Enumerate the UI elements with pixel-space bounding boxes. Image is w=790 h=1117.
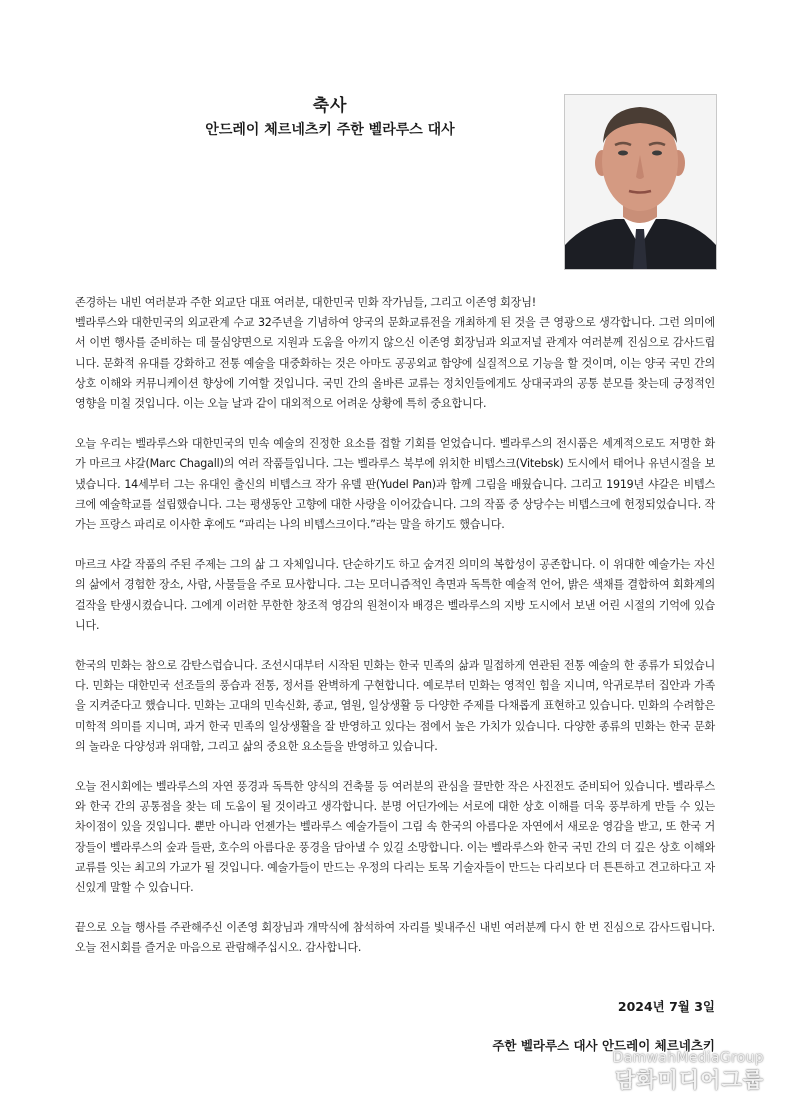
- greeting-paragraph: 존경하는 내빈 여러분과 주한 외교단 대표 여러분, 대한민국 민화 작가님들, 그리고 이존영 회장님!: [75, 296, 536, 309]
- body-paragraph: 한국의 민화는 참으로 감탄스럽습니다. 조선시대부터 시작된 민화는 한국 민족의 삶과 밀접하게 연관된 전통 예술의 한 종류가 되었습니다. 민화는 대한민국 선조들의 풍습과 전통, 정서를 완벽하게 구현합니다. 예로부터 민화는 영적인 힘을 지니며, 악귀로부터 집안과 가족을 지켜준다고 했습니다. 민화는 고대의 민속신화, 종교, 염원, 일상생활 등 다양한 주제를 다채롭게 표현하고 있습니다. 민화의 수려함은 미학적 의미를 지니며, 과거 한국 민족의 일상생활을 잘 반영하고 있다는 점에서 높은 가치가 있습니다. 다양한 종류의 민화는 한국 문화의 놀라운 다양성과 위대함, 그리고 삶의 중요한 요소들을 반영하고 있습니다.: [75, 659, 715, 753]
- speech-body: [75, 293, 715, 979]
- body-paragraph: 오늘 전시회에는 벨라루스의 자연 풍경과 독특한 양식의 건축물 등 여러분의 관심을 끌만한 작은 사진전도 준비되어 있습니다. 벨라루스와 한국 간의 공통점을 찾는 데 도움이 될 것이라고 생각합니다. 분명 어딘가에는 서로에 대한 상호 이해를 더욱 풍부하게 만들 수 있는 차이점이 있을 것입니다. 뿐만 아니라 언젠가는 벨라루스 예술가들이 그림 속 한국의 아름다운 자연에서 새로운 영감을 받고, 또 한국 거장들이 벨라루스의 숲과 들판, 호수의 아름다운 풍경을 담아낼 수 있길 소망합니다. 이는 벨라루스와 한국 국민 간의 더 깊은 상호 이해와 교류를 잇는 최고의 가교가 될 것입니다. 예술가들이 만드는 우정의 다리는 토목 기술자들이 만드는 다리보다 더 튼튼하고 견고하다고 자신있게 말할 수 있습니다.: [75, 780, 715, 895]
- signature: 주한 벨라루스 대사 안드레이 체르네츠키: [492, 1038, 715, 1053]
- watermark-korean: 담화미디어그룹: [614, 1068, 764, 1092]
- page-title: 축사: [312, 96, 348, 116]
- watermark-english: DamwahMediaGroup: [612, 1050, 764, 1066]
- ambassador-portrait: [564, 94, 717, 270]
- speech-date: 2024년 7월 3일: [617, 999, 715, 1014]
- body-paragraph: 마르크 샤갈 작품의 주된 주제는 그의 삶 그 자체입니다. 단순하기도 하고 숨겨진 의미의 복합성이 공존합니다. 이 위대한 예술가는 자신의 삶에서 경험한 장소, 사람, 사물들을 주로 묘사합니다. 그는 모더니즘적인 측면과 독특한 예술적 언어, 밝은 색채를 결합하여 회화계의 걸작을 탄생시켰습니다. 그에게 이러한 무한한 창조적 영감의 원천이자 배경은 벨라루스의 지방 도시에서 보낸 어린 시절의 기억에 있습니다.: [75, 558, 715, 632]
- portrait-photo-icon: [565, 95, 716, 269]
- body-paragraph: 오늘 우리는 벨라루스와 대한민국의 민속 예술의 진정한 요소를 접할 기회를 얻었습니다. 벨라루스의 전시품은 세계적으로도 저명한 화가 마르크 샤갈(Marc Chagall)의 여러 작품들입니다. 그는 벨라루스 북부에 위치한 비텝스크(Vitebsk) 도시에서 태어나 유년시절을 보냈습니다. 14세부터 그는 유대인 출신의 비텝스크 작가 유델 판(Yudel Pan)과 함께 그림을 배웠습니다. 그리고 1919년 샤갈은 비텝스크에 예술학교를 설립했습니다. 그는 평생동안 고향에 대한 사랑을 이어갔습니다. 그의 작품 중 상당수는 비텝스크에 헌정되었습니다. 작가는 프랑스 파리로 이사한 후에도 “파리는 나의 비텝스크이다.”라는 말을 하기도 했습니다.: [75, 437, 715, 532]
- body-paragraph: 벨라루스와 대한민국의 외교관계 수교 32주년을 기념하여 양국의 문화교류전을 개최하게 된 것을 큰 영광으로 생각합니다. 그런 의미에서 이번 행사를 준비하는 데 물심양면으로 지원과 도움을 아끼지 않으신 이존영 회장님과 외교저널 관계자 여러분께 진심으로 감사드립니다. 문화적 유대를 강화하고 전통 예술을 대중화하는 것은 아마도 공공외교 함양에 실질적으로 기능을 할 것이며, 이는 양국 국민 간의 상호 이해와 커뮤니케이션 향상에 기여할 것입니다. 국민 간의 올바른 교류는 정치인들에게도 상대국과의 공통 분모를 찾는데 긍정적인 영향을 미칠 것입니다. 이는 오늘 날과 같이 대외적으로 어려운 상황에 특히 중요합니다.: [75, 316, 715, 411]
- page-subtitle: 안드레이 체르네츠키 주한 벨라루스 대사: [205, 122, 455, 138]
- watermark: [613, 1050, 764, 1094]
- closing-paragraph: 끝으로 오늘 행사를 주관해주신 이존영 회장님과 개막식에 참석하여 자리를 빛내주신 내빈 여러분께 다시 한 번 진심으로 감사드립니다. 오늘 전시회를 즐거운 마음으로 관람해주십시오. 감사합니다.: [75, 921, 715, 955]
